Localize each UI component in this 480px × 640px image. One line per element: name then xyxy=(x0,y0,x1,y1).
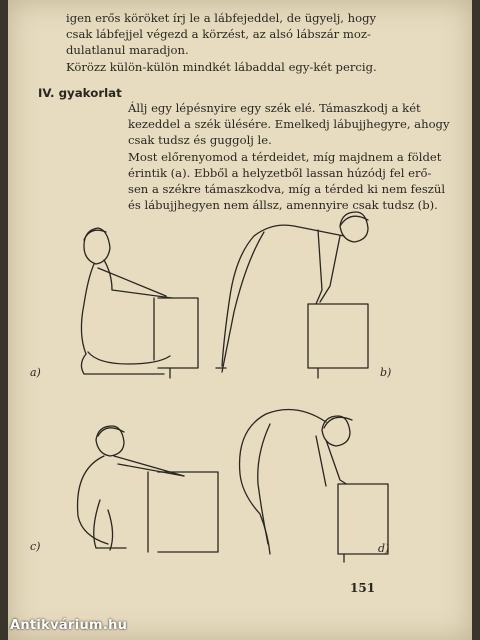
figure-label-c: c) xyxy=(30,540,41,553)
intro-line: csak lábfejjel végezd a körzést, az alsó lábszár moz- xyxy=(66,27,371,42)
exercise-heading: IV. gyakorlat xyxy=(38,86,122,100)
body-line: kezeddel a szék ülésére. Emelkedj lábujjhegyre, ahogy xyxy=(128,117,450,132)
exercise-illustrations xyxy=(8,200,472,590)
body-line: csak tudsz és guggolj le. xyxy=(128,133,272,148)
figure-d-bend xyxy=(240,410,388,563)
intro-line: igen erős köröket írj le a lábfejeddel, de ügyelj, hogy xyxy=(66,11,377,25)
intro-line: dulatlanul maradjon. xyxy=(66,43,189,58)
intro-line: Körözz külön-külön mindkét lábaddal egy-két percig. xyxy=(66,59,377,74)
figure-label-d: d) xyxy=(378,542,390,555)
figure-b-tiptoe xyxy=(216,212,368,378)
body-line: sen a székre támaszkodva, míg a térded ki nem feszül xyxy=(128,182,446,197)
body-line: Most előrenyomod a térdeidet, míg majdnem a földet xyxy=(128,149,442,164)
body-line: érintik (a). Ebből a helyzetből lassan húzódj fel erő- xyxy=(128,165,432,180)
exercise-paragraph xyxy=(128,100,458,213)
watermark: Antikvárium.hu xyxy=(10,618,128,633)
figure-c-squat xyxy=(78,426,218,552)
book-page xyxy=(8,0,472,640)
figure-label-b: b) xyxy=(380,366,392,379)
intro-paragraph xyxy=(66,10,396,75)
figure-label-a: a) xyxy=(30,366,41,379)
body-line: Állj egy lépésnyire egy szék elé. Támaszkodj a két xyxy=(128,101,421,115)
figure-a-kneeling xyxy=(81,228,198,378)
body-line: és lábujjhegyen nem állsz, amennyire csak tudsz (b). xyxy=(128,198,438,213)
page-number: 151 xyxy=(350,581,376,595)
